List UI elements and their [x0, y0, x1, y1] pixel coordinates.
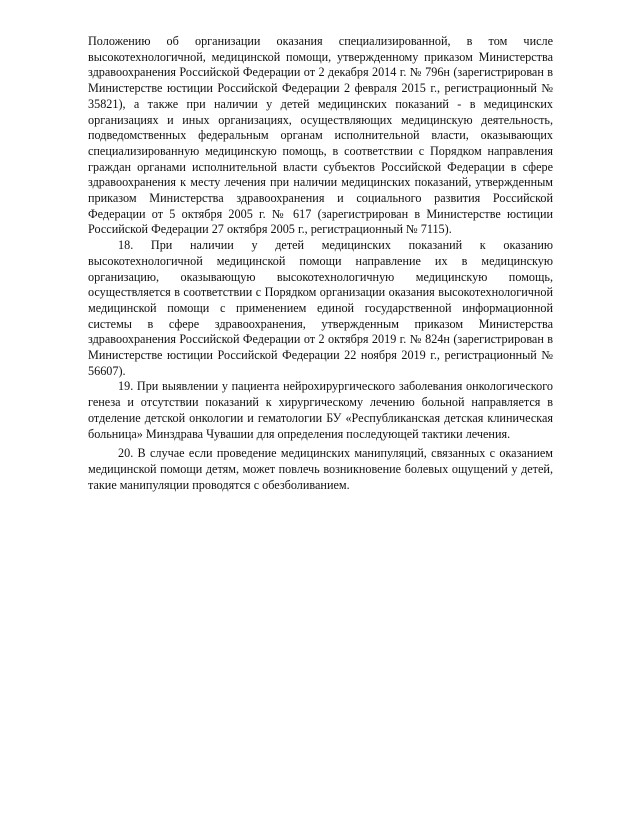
paragraph-continuation: Положению об организации оказания специализированной, в том числе высокотехнологичной, медицинской помощи, утвержденному приказом Министерства здравоохранения Российской Федерации от 2 декабря 2014 г. № 796н (зарегистрирован в Министерстве юстиции Российской Федерации 2 февраля 2015 г., регистрационный № 35821), а также при наличии у детей медицинских показаний - в медицинских организациях и иных организациях, осуществляющих медицинскую деятельность, подведомственных федеральным органам исполнительной власти, оказывающих специализированную медицинскую помощь, в соответствии с Порядком направления граждан органами исполнительной власти субъектов Российской Федерации в сфере здравоохранения к месту лечения при наличии медицинских показаний, утвержденным приказом Министерства здравоохранения и социального развития Российской Федерации от 5 октября 2005 г. № 617 (зарегистрирован в Министерстве юстиции Российской Федерации 27 октября 2005 г., регистрационный № 7115).	[88, 34, 553, 237]
paragraph-20: 20. В случае если проведение медицинских манипуляций, связанных с оказанием медицинской помощи детям, может повлечь возникновение болевых ощущений у детей, такие манипуляции проводятся с обезболиванием.	[88, 446, 553, 492]
paragraph-19: 19. При выявлении у пациента нейрохирургического заболевания онкологического генеза и отсутствии показаний к хирургическому лечению больной направляется в отделение детской онкологии и гематологии БУ «Республиканская детская клиническая больница» Минздрава Чувашии для определения последующей тактики лечения.	[88, 379, 553, 441]
paragraph-18: 18. При наличии у детей медицинских показаний к оказанию высокотехнологичной медицинской помощи направление их в медицинскую организацию, оказывающую высокотехнологичную медицинскую помощь, осуществляется в соответствии с Порядком организации оказания высокотехнологичной медицинской помощи с применением единой государственной информационной системы в сфере здравоохранения, утвержденным приказом Министерства здравоохранения Российской Федерации от 2 октября 2019 г. № 824н (зарегистрирован в Министерстве юстиции Российской Федерации 22 ноября 2019 г., регистрационный № 56607).	[88, 238, 553, 378]
document-body	[88, 34, 553, 493]
